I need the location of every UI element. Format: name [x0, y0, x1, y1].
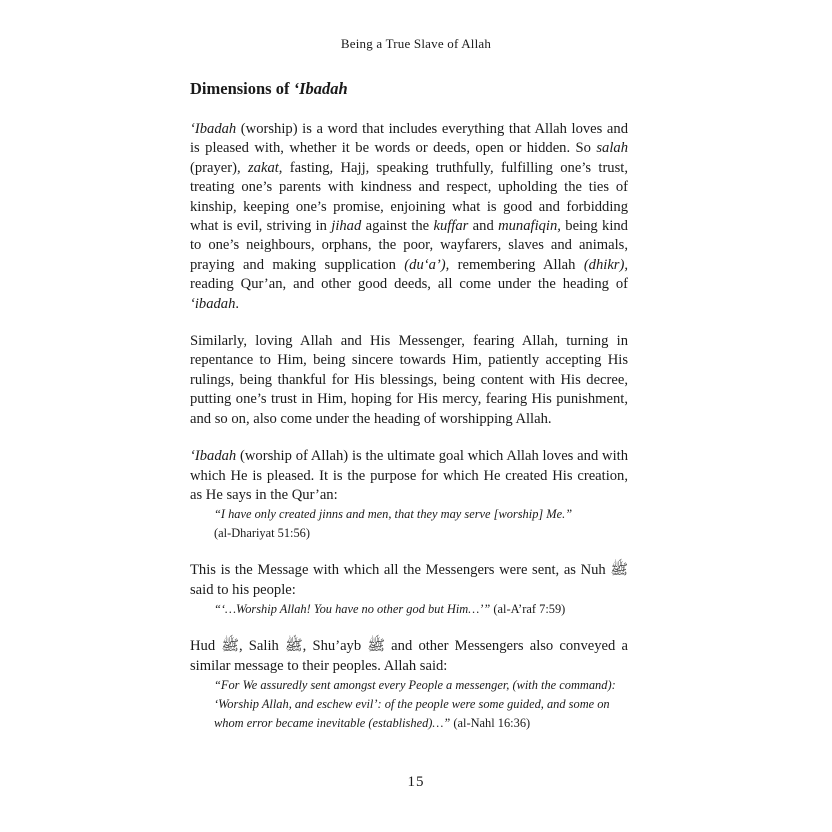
p1-term: ‘ibadah [190, 295, 236, 312]
quote-1-reference: (al-Dhariyat 51:56) [214, 526, 310, 541]
paragraph-2: Similarly, loving Allah and His Messenger, fearing Allah, turning in repentance to Him, being sincere towards Him, patiently accepting His rulings, being thankful for His blessings, being content with His decree, putting one’s trust in Him, hoping for His mercy, fearing His punishment, and so on, also come under the heading of worshipping Allah. [190, 333, 628, 427]
quote-1-text: “I have only created jinns and men, that they may serve [worship] Me.” [214, 507, 573, 522]
p1-term: ‘Ibadah [190, 121, 237, 137]
quote-3-reference: (al-Nahl 16:36) [450, 715, 531, 730]
heading-italic: ‘Ibadah [293, 79, 348, 98]
p1-term: jihad [331, 218, 362, 235]
p1-term: (dhikr), [583, 256, 628, 273]
paragraph-3 [190, 447, 628, 505]
running-head: Being a True Slave of Allah [340, 36, 492, 51]
p1-term: kuffar [433, 218, 469, 235]
p1-text: . [235, 295, 240, 312]
p1-text: reading Qur’an, and other good deeds, all come under the heading of [190, 276, 628, 293]
quote-3 [214, 676, 628, 733]
heading-prefix: Dimensions of [190, 79, 294, 98]
p1-term: zakat, [247, 159, 283, 176]
p1-text: fasting, Hajj, speaking truthfully, fulfilling one’s trust, treating one’s parents with kindness and respect, upholding the ties of kinship, keeping one’s promise, enjoining what is good and forbidding what is evil, striving in [190, 159, 628, 235]
p1-text: (worship) is a word that includes everything that Allah loves and is pleased with, whether it be words or deeds, open or hidden. So [190, 121, 628, 157]
quote-1 [214, 505, 628, 524]
p1-text: remembering Allah [449, 256, 584, 273]
p1-term: salah [596, 140, 628, 157]
page-number: 15 [407, 774, 425, 790]
quote-2-text: “‘…Worship Allah! You have no other god but Him…’” [214, 602, 491, 617]
p1-text: being kind to one’s neighbours, orphans, the poor, wayfarers, slaves and animals, praying and making supplication [190, 218, 628, 273]
p3-term: ‘Ibadah [190, 448, 237, 465]
paragraph-5: Hud ﷺ, Salih ﷺ, Shu’ayb ﷺ and other Messengers also conveyed a similar message to their peoples. Allah said: [190, 638, 628, 674]
section-heading [190, 78, 628, 100]
page-content [190, 78, 628, 733]
p1-text: (prayer), [190, 159, 248, 176]
quote-2-reference: (al-A’raf 7:59) [490, 602, 566, 617]
paragraph-1 [190, 120, 628, 314]
p1-term: munafiqin, [498, 218, 561, 235]
quote-3-text: “For We assuredly sent amongst every People a messenger, (with the command): ‘Worship Allah, and eschew evil’: of the people were some guided, and some on whom error became inevitable (established)…” [214, 677, 616, 730]
paragraph-4: This is the Message with which all the Messengers were sent, as Nuh ﷺ said to his people: [190, 562, 628, 598]
p1-text: and [468, 218, 499, 235]
p3-text: (worship of Allah) is the ultimate goal which Allah loves and with which He is pleased. It is the purpose for which He created His creation, as He says in the Qur’an: [190, 448, 628, 503]
quote-2 [214, 600, 628, 619]
p1-text: against the [361, 218, 434, 235]
p1-term: (du‘a’), [404, 256, 450, 273]
